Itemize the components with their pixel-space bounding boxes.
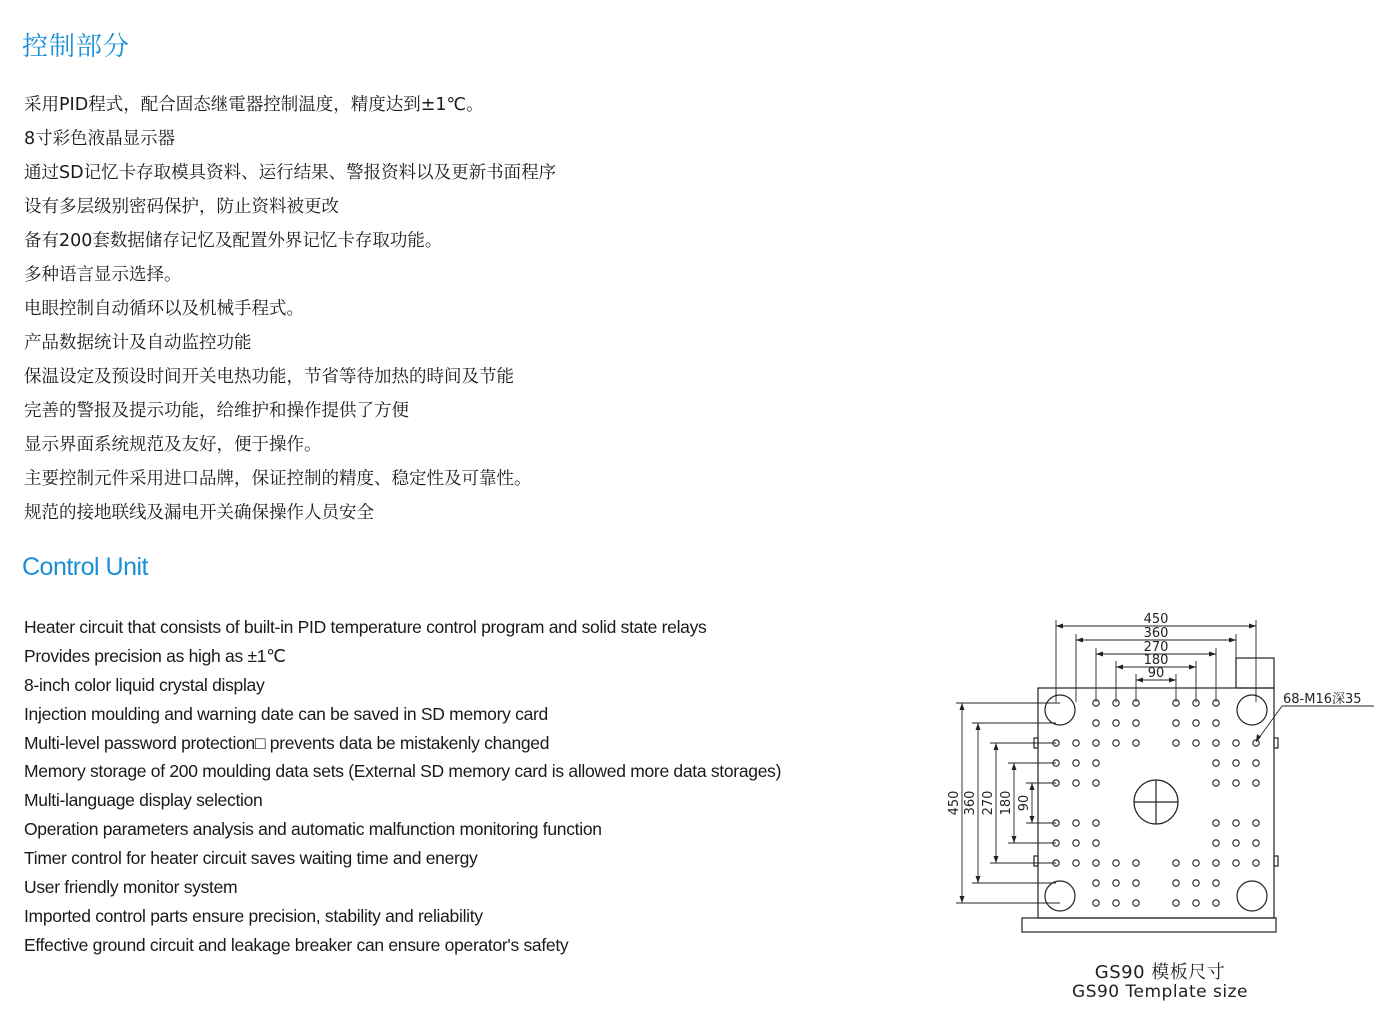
dim-h-270: 270 — [1143, 640, 1169, 655]
list-item: 8寸彩色液晶显示器 — [24, 129, 176, 149]
bolt-hole — [1093, 760, 1099, 766]
list-item: 备有200套数据储存记忆及配置外界记忆卡存取功能。 — [24, 231, 443, 251]
feature-list-en — [24, 615, 781, 962]
bolt-hole — [1093, 840, 1099, 846]
bolt-hole — [1133, 860, 1139, 866]
bolt-hole — [1073, 820, 1079, 826]
dim-h-90: 90 — [1147, 666, 1165, 681]
bolt-hole — [1213, 880, 1219, 886]
bolt-hole — [1193, 880, 1199, 886]
dim-v-270: 270 — [981, 790, 996, 816]
bolt-hole — [1133, 880, 1139, 886]
tie-bar-hole — [1045, 881, 1075, 911]
bolt-hole — [1213, 860, 1219, 866]
bolt-hole — [1073, 740, 1079, 746]
section-title-en: Control Unit — [22, 553, 148, 581]
bolt-hole — [1073, 780, 1079, 786]
list-item: Operation parameters analysis and automatic malfunction monitoring function — [24, 819, 602, 840]
bolt-hole — [1073, 840, 1079, 846]
bolt-hole — [1253, 820, 1259, 826]
bolt-hole — [1093, 720, 1099, 726]
bolt-hole — [1073, 860, 1079, 866]
dim-v-450: 450 — [947, 790, 962, 816]
bolt-hole — [1133, 720, 1139, 726]
bolt-hole — [1093, 780, 1099, 786]
list-item: Imported control parts ensure precision, stability and reliability — [24, 905, 483, 926]
bolt-hole — [1213, 900, 1219, 906]
dim-v-360: 360 — [963, 790, 978, 816]
bolt-hole — [1133, 740, 1139, 746]
bolt-hole — [1213, 760, 1219, 766]
bolt-hole — [1193, 720, 1199, 726]
bolt-hole — [1233, 840, 1239, 846]
list-item: User friendly monitor system — [24, 877, 238, 898]
bolt-hole — [1213, 780, 1219, 786]
list-item: Heater circuit that consists of built-in PID temperature control program and solid state relays — [24, 617, 707, 637]
list-item: Timer control for heater circuit saves waiting time and energy — [24, 848, 478, 869]
list-item: Memory storage of 200 moulding data sets (External SD memory card is allowed more data storages) — [24, 761, 782, 782]
bolt-hole — [1173, 900, 1179, 906]
bolt-hole — [1113, 740, 1119, 746]
tie-bar-hole — [1237, 881, 1267, 911]
bolt-hole — [1213, 740, 1219, 746]
bolt-hole — [1233, 760, 1239, 766]
tie-bar-hole — [1045, 695, 1075, 725]
list-item: 电眼控制自动循环以及机械手程式。 — [24, 299, 304, 319]
bolt-hole — [1253, 780, 1259, 786]
bolt-hole — [1213, 720, 1219, 726]
bolt-hole — [1093, 860, 1099, 866]
bolt-hole — [1233, 820, 1239, 826]
bolt-hole — [1213, 820, 1219, 826]
template-drawing — [940, 600, 1380, 1020]
dim-v-90: 90 — [1017, 794, 1032, 812]
bolt-hole — [1113, 880, 1119, 886]
bolt-hole — [1233, 740, 1239, 746]
bolt-hole — [1093, 820, 1099, 826]
list-item: 采用PID程式，配合固态继電器控制温度，精度达到±1℃。 — [24, 95, 484, 115]
dim-h-180: 180 — [1143, 653, 1169, 668]
bolt-hole — [1173, 740, 1179, 746]
bolt-hole — [1173, 720, 1179, 726]
bolt-hole — [1113, 900, 1119, 906]
hole-note: 68-M16深35 — [1283, 692, 1362, 707]
list-item: 设有多层级别密码保护，防止资料被更改 — [24, 197, 339, 217]
list-item: Effective ground circuit and leakage breaker can ensure operator's safety — [24, 934, 569, 955]
feature-list-cn — [24, 92, 556, 534]
list-item: Injection moulding and warning date can be saved in SD memory card — [24, 703, 548, 724]
bolt-hole — [1253, 840, 1259, 846]
bolt-hole — [1253, 740, 1259, 746]
bolt-hole — [1173, 860, 1179, 866]
bolt-hole — [1073, 760, 1079, 766]
bolt-hole — [1113, 720, 1119, 726]
list-item: 显示界面系统规范及友好，便于操作。 — [24, 435, 322, 455]
bolt-hole — [1133, 900, 1139, 906]
bolt-hole — [1253, 860, 1259, 866]
base-rail — [1022, 918, 1276, 932]
list-item: Multi-level password protection□ prevents data be mistakenly changed — [24, 732, 550, 753]
dim-h-360: 360 — [1143, 626, 1169, 641]
dim-h-450: 450 — [1143, 612, 1169, 627]
list-item: 主要控制元件采用进口品牌，保证控制的精度、稳定性及可靠性。 — [24, 469, 532, 489]
list-item: Multi-language display selection — [24, 790, 263, 811]
bolt-hole — [1193, 740, 1199, 746]
bolt-hole — [1193, 900, 1199, 906]
tie-bar-block — [1236, 658, 1274, 688]
section-title-cn: 控制部分 — [22, 32, 131, 62]
list-item: 8-inch color liquid crystal display — [24, 674, 265, 695]
list-item: Provides precision as high as ±1℃ — [24, 645, 286, 666]
list-item: 规范的接地联线及漏电开关确保操作人员安全 — [24, 503, 374, 523]
bolt-hole — [1193, 860, 1199, 866]
list-item: 通过SD记忆卡存取模具资料、运行结果、警报资料以及更新书面程序 — [24, 163, 557, 183]
bolt-hole — [1093, 900, 1099, 906]
bolt-hole — [1173, 880, 1179, 886]
drawing-caption-en: GS90 Template size — [1072, 982, 1248, 1002]
drawing-caption-cn: GS90 模板尺寸 — [1094, 962, 1226, 983]
bolt-hole — [1093, 880, 1099, 886]
list-item: 产品数据统计及自动监控功能 — [24, 333, 252, 353]
bolt-hole — [1093, 740, 1099, 746]
list-item: 多种语言显示选择。 — [24, 265, 182, 285]
bolt-hole — [1213, 840, 1219, 846]
bolt-hole — [1113, 860, 1119, 866]
bolt-hole — [1233, 780, 1239, 786]
tie-bar-hole — [1237, 695, 1267, 725]
bolt-hole — [1253, 760, 1259, 766]
dim-v-180: 180 — [999, 790, 1014, 816]
list-item: 保温设定及预设时间开关电热功能，节省等待加热的時间及节能 — [24, 367, 514, 387]
list-item: 完善的警报及提示功能，给维护和操作提供了方便 — [24, 401, 409, 421]
bolt-hole — [1233, 860, 1239, 866]
